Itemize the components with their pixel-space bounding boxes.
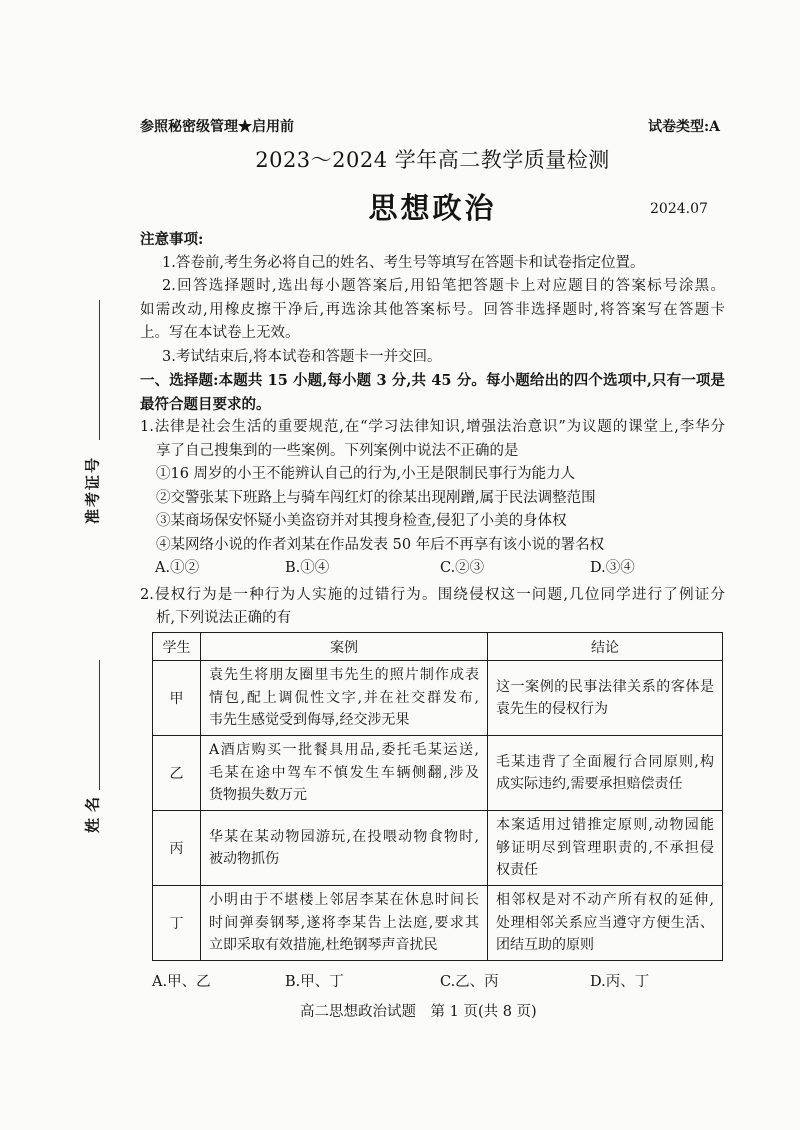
case-line: 立即采取有效措施,杜绝钢琴声音扰民 [209,937,438,954]
q1-choice-b: B.①④ [285,560,330,576]
conclusion-line: 本案适用过错推定原则,动物园能 [496,817,714,834]
secrecy-label: 参照秘密级管理★启用前 [140,119,294,135]
conclusion-line: 袁先生的侵权行为 [496,701,608,717]
conclusion-cell [488,811,723,886]
table-row [153,736,723,811]
q1-choice-a: A.①② [155,560,200,576]
exam-date: 2024.07 [650,201,708,217]
subject-title: 思想政治 [368,191,497,225]
header-conclusion: 结论 [488,633,723,661]
conclusion-line: 相邻权是对不动产所有权的延伸, [496,892,714,909]
student-cell: 丙 [153,811,201,886]
header-case: 案例 [201,633,488,661]
conclusion-cell [488,886,723,961]
table-row [153,811,723,886]
notice-item-3: 3.考试结束后,将本试卷和答题卡一并交回。 [162,348,442,365]
exam-number-label: 准考证号 [83,455,102,525]
conclusion-line: 处理相邻关系应当遵守方便生活、 [496,914,714,931]
header-student: 学生 [153,633,201,661]
conclusion-line: 够证明尽到管理职责的,不承担侵 [496,839,714,856]
case-line: 时间弹奏钢琴,遂将李某告上法庭,要求其 [209,914,479,931]
q1-statement: ①16 周岁的小王不能辨认自己的行为,小王是限制民事行为能力人 [156,466,576,482]
section-heading-line: 最符合题目要求的。 [140,395,271,413]
conclusion-line: 团结互助的原则 [496,937,594,954]
case-line: 货物损失数万元 [209,787,307,804]
q2-choice-a: A.甲、乙 [152,974,211,990]
case-cell [201,886,488,961]
table-row [153,886,723,961]
exam-title: 2023～2024 学年高二教学质量检测 [255,148,610,172]
conclusion-line: 毛某违背了全面履行合同原则,构 [496,753,714,770]
q2-choice-c: C.乙、丙 [440,974,499,990]
exam-number-fill-line [99,300,100,440]
q1-stem-line: 享了自己搜集到的一些案例。下列案例中说法不正确的是 [156,442,519,459]
case-line: 华某在某动物园游玩,在投喂动物食物时, [209,828,479,845]
table-header-row [153,633,723,661]
q1-stem-line: 1.法律是社会生活的重要规范,在“学习法律知识,增强法治意识”为议题的课堂上,李华分 [140,419,725,435]
conclusion-line: 这一案例的民事法律关系的客体是 [496,678,714,695]
case-cell [201,736,488,811]
student-cell: 乙 [153,736,201,811]
case-line: A酒店购买一批餐具用品,委托毛某运送, [209,742,479,759]
q1-choices [140,557,725,581]
table-row [153,661,723,736]
section-heading-line: 一、选择题:本题共 15 小题,每小题 3 分,共 45 分。每小题给出的四个选项中,只有一项是 [140,372,725,389]
q2-stem-line: 析,下列说法正确的有 [156,610,292,626]
conclusion-cell [488,736,723,811]
q1-statement: ②交警张某下班路上与骑车闯红灯的徐某出现剐蹭,属于民法调整范围 [156,489,596,506]
q2-stem-line: 2.侵权行为是一种行为人实施的过错行为。围绕侵权这一问题,几位同学进行了例证分 [140,586,725,603]
name-label: 姓名 [83,790,102,834]
q2-choice-b: B.甲、丁 [285,974,344,990]
q1-statement: ④某网络小说的作者刘某在作品发表 50 年后不再享有该小说的署名权 [156,536,605,553]
q1-choice-c: C.②③ [440,560,485,576]
notice-item-2-line: 2.回答选择题时,选出每小题答案后,用铅笔把答题卡上对应题目的答案标号涂黑。 [162,278,725,294]
notice-item-1: 1.答卷前,考生务必将自己的姓名、考生号等填写在答题卡和试卷指定位置。 [162,254,645,271]
case-line: 情包,配上调侃性文字,并在社交群发布, [209,689,479,706]
conclusion-cell [488,661,723,736]
case-line: 韦先生感觉受到侮辱,经交涉无果 [209,712,410,729]
q2-choice-d: D.丙、丁 [590,974,650,990]
conclusion-line: 权责任 [496,862,538,879]
case-line: 被动物抓伤 [209,851,279,867]
case-line: 小明由于不堪楼上邻居李某在休息时间长 [209,892,479,909]
page-footer: 高二思想政治试题 第 1 页(共 8 页) [300,1004,537,1020]
notice-item-2-line: 如需改动,用橡皮擦干净后,再选涂其他答案标号。回答非选择题时,将答案写在答题卡 [140,301,725,318]
q1-choice-d: D.③④ [590,560,635,576]
student-cell: 甲 [153,661,201,736]
case-cell [201,661,488,736]
q1-statement: ③某商场保安怀疑小美盗窃并对其搜身检查,侵犯了小美的身体权 [156,513,567,529]
name-fill-line [99,660,100,790]
conclusion-line: 成实际违约,需要承担赔偿责任 [496,776,683,792]
q2-choices [152,970,722,994]
main-text [140,228,725,631]
notice-heading: 注意事项: [140,231,204,248]
case-line: 毛某在途中驾车不慎发生车辆侧翻,涉及 [209,764,479,781]
paper-type-label: 试卷类型:A [648,119,721,135]
notice-item-2-line: 上。写在本试卷上无效。 [140,325,300,341]
case-table [152,632,723,961]
case-cell [201,811,488,886]
case-line: 袁先生将朋友圈里韦先生的照片制作成表 [209,667,479,684]
student-cell: 丁 [153,886,201,961]
